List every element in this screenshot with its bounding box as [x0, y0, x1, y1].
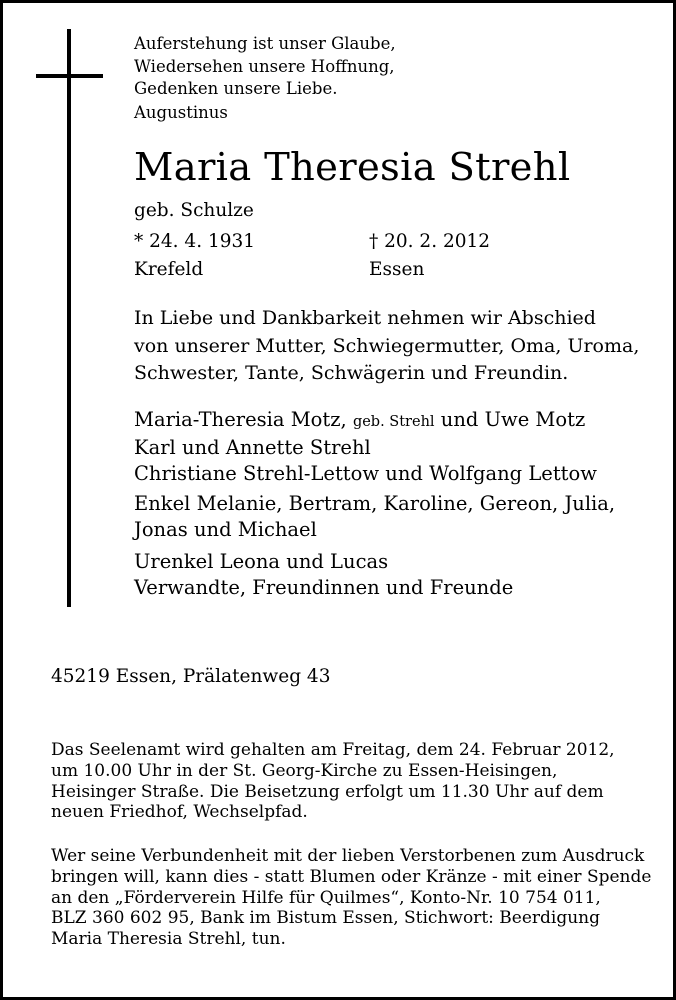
mourner-line: Urenkel Leona und Lucas	[134, 550, 389, 573]
death-place: Essen	[369, 259, 425, 280]
birth-date: * 24. 4. 1931	[134, 231, 256, 252]
motto-author: Augustinus	[134, 103, 228, 122]
mourner-name: Maria-Theresia Motz,	[134, 408, 347, 431]
service-line: um 10.00 Uhr in der St. Georg-Kirche zu Essen-Heisingen,	[51, 760, 558, 781]
service-line: neuen Friedhof, Wechselpfad.	[51, 802, 308, 823]
motto-line: Wiedersehen unsere Hoffnung,	[134, 56, 395, 76]
service-line: Heisinger Straße. Die Beisetzung erfolgt um 11.30 Uhr auf dem	[51, 781, 604, 802]
mourner-line: Christiane Strehl-Lettow und Wolfgang Lettow	[134, 462, 597, 485]
donation-info	[51, 846, 651, 950]
deceased-name: Maria Theresia Strehl	[134, 145, 571, 190]
cross-icon-bar	[36, 74, 103, 78]
donation-line: an den „Förderverein Hilfe für Quilmes“, Konto-Nr. 10 754 011,	[51, 887, 601, 908]
donation-line: bringen will, kann dies - statt Blumen oder Kränze - mit einer Spende	[51, 866, 652, 887]
mourner-line	[134, 407, 597, 435]
maiden-name: geb. Schulze	[134, 200, 254, 221]
mourner-maiden-name: geb. Strehl	[352, 414, 435, 430]
motto-quote	[134, 33, 396, 101]
motto-line: Auferstehung ist unser Glaube,	[134, 34, 396, 53]
farewell-line: von unserer Mutter, Schwiegermutter, Oma, Uroma,	[134, 334, 640, 357]
death-date: † 20. 2. 2012	[369, 231, 491, 252]
farewell-line: Schwester, Tante, Schwägerin und Freundin.	[134, 362, 569, 384]
cross-icon	[67, 29, 71, 607]
mourners-grandchildren	[134, 491, 615, 543]
donation-line: BLZ 360 602 95, Bank im Bistum Essen, Stichwort: Beerdigung	[51, 908, 600, 929]
donation-line: Wer seine Verbundenheit mit der lieben Verstorbenen zum Ausdruck	[51, 846, 645, 866]
service-line: Das Seelenamt wird gehalten am Freitag, dem 24. Februar 2012,	[51, 740, 615, 760]
farewell-line: In Liebe und Dankbarkeit nehmen wir Abschied	[134, 307, 596, 329]
service-info	[51, 740, 615, 823]
motto-line: Gedenken unsere Liebe.	[134, 79, 338, 98]
mourner-name: und Uwe Motz	[440, 408, 586, 431]
donation-line: Maria Theresia Strehl, tun.	[51, 929, 286, 950]
farewell-text	[134, 305, 639, 388]
family-address: 45219 Essen, Prälatenweg 43	[51, 666, 331, 687]
mourners-family	[134, 407, 597, 487]
mourner-line: Enkel Melanie, Bertram, Karoline, Gereon, Julia,	[134, 492, 616, 515]
mourners-others	[134, 549, 513, 601]
mourner-line: Jonas und Michael	[134, 518, 317, 541]
mourner-line: Karl und Annette Strehl	[134, 436, 371, 459]
mourner-line: Verwandte, Freundinnen und Freunde	[134, 576, 514, 599]
birth-place: Krefeld	[134, 259, 204, 280]
